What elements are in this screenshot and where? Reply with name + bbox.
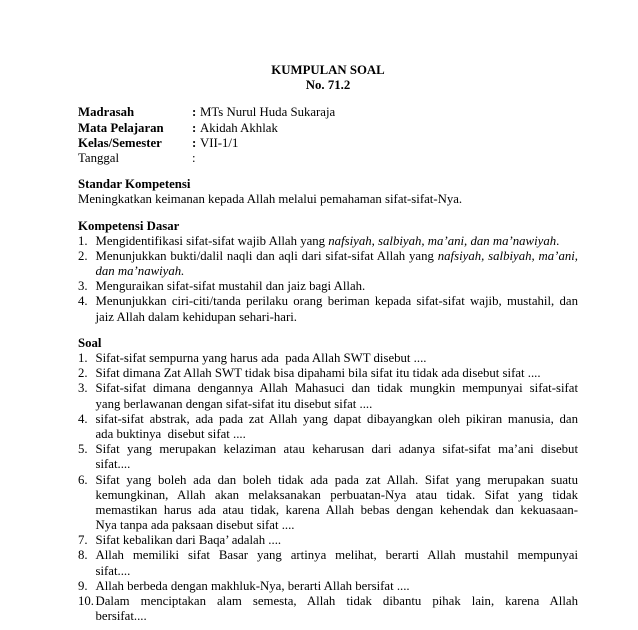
info-value: Akidah Akhlak [200,120,278,135]
item-text [96,473,579,534]
item-text-line: Dalam menciptakan alam semesta, Allah tidak dibantu pihak lain, karena Allah [95,594,578,608]
item-text-line [96,264,579,279]
item-text-line: ada buktinya disebut sifat .... [95,426,246,441]
kompetensi-dasar-item-4 [78,294,578,324]
soal-item-3 [78,381,578,411]
section-heading: Standar Kompetensi [78,177,191,192]
soal-item-4 [78,412,578,442]
soal-item-5 [78,442,578,472]
item-text [96,366,579,381]
item-text [96,533,579,548]
soal-list [78,351,578,624]
standar-kompetensi-section [78,177,578,207]
info-table [78,105,578,166]
info-label: Madrasah [78,105,135,120]
info-row-kelas-semester [78,136,578,151]
item-text-line: kemungkinan, Allah akan melaksanakan perbuatan-Nya atau tidak. Sifat yang tidak [95,487,578,502]
item-text-line: sifat.... [95,563,131,578]
kompetensi-dasar-list [78,234,578,325]
item-text [96,249,579,279]
info-separator: : [192,120,197,135]
soal-item-7 [78,533,578,548]
soal-item-2 [78,366,578,381]
item-text-line: jaiz Allah dalam kehidupan sehari-hari. [95,309,297,324]
soal-item-8 [78,548,578,578]
item-text-line: Sifat yang merupakan kelaziman atau keharusan dari adanya sifat-sifat ma’ani disebut [95,442,578,457]
item-text [96,381,579,411]
kompetensi-dasar-section [78,219,578,325]
item-text [96,351,579,366]
item-text [96,548,579,578]
text-segment: Menunjukkan bukti/dalil naqli dan aqli dari sifat-sifat Allah yang [95,248,438,263]
item-number: 3. [78,279,88,294]
kompetensi-dasar-item-2 [78,249,578,279]
soal-item-10 [78,594,578,624]
item-number: 2. [78,366,88,381]
italic-term: nafsiyah, salbiyah, ma’ani, [437,248,578,263]
item-text [96,234,579,249]
item-text-line: yang berlawanan dengan sifat-sifat itu disebut sifat .... [95,396,373,411]
info-separator: : [192,150,196,165]
item-text-line: Sifat kebalikan dari Baqa’ adalah .... [95,533,282,548]
soal-item-6 [78,473,578,534]
info-value: VII-1/1 [200,135,239,150]
item-number: 1. [78,233,88,248]
soal-section [78,336,578,625]
item-number: 4. [78,294,88,309]
document-content [78,63,578,624]
item-text-line: Allah memiliki sifat Basar yang artinya melihat, berarti Allah mustahil mempunyai [95,548,578,563]
item-text-line: sifat.... [95,457,131,472]
item-text-line: Sifat yang boleh ada dan boleh tidak ada pada zat Allah. Sifat yang merupakan suatu [95,472,578,487]
section-heading: Soal [78,335,102,350]
kompetensi-dasar-item-3 [78,279,578,294]
item-number: 4. [78,411,88,426]
item-text-line: Menguraikan sifat-sifat mustahil dan jaiz bagi Allah. [95,279,366,294]
info-value: MTs Nurul Huda Sukaraja [200,105,336,120]
soal-item-1 [78,351,578,366]
item-text-line: Sifat-sifat sempurna yang harus ada pada Allah SWT disebut .... [95,351,427,365]
italic-term: nafsiyah, salbiyah, ma’ani, dan ma’nawiyah [328,233,557,248]
item-number: 5. [78,442,88,457]
item-number: 8. [78,548,88,563]
text-segment: . [556,233,560,248]
standar-kompetensi-text: Meningkatkan keimanan kepada Allah melalui pemahaman sifat-sifat-Nya. [78,192,463,207]
item-number: 2. [78,248,88,263]
item-text-line: sifat-sifat abstrak, ada pada zat Allah yang dapat dibayangkan oleh pikiran manusia, dan [95,411,578,426]
info-row-mata-pelajaran [78,121,578,136]
item-text [96,442,579,472]
text-segment: Mengidentifikasi sifat-sifat wajib Allah yang [95,233,329,248]
item-text [96,279,579,294]
item-text [96,294,579,324]
item-text [96,412,579,442]
item-text [96,594,579,624]
item-text-line: Menunjukkan ciri-citi/tanda perilaku orang beriman kepada sifat-sifat wajib, mustahil, dan [95,294,578,309]
info-label: Tanggal [78,150,120,165]
item-text-line: Sifat dimana Zat Allah SWT tidak bisa dipahami bila sifat itu tidak ada disebut sifat .... [95,366,541,381]
info-row-tanggal [78,151,578,166]
kompetensi-dasar-item-1 [78,234,578,249]
info-row-madrasah [78,105,578,120]
italic-term: dan ma’nawiyah. [95,264,185,279]
info-label: Kelas/Semester [78,135,162,150]
item-text-line [96,234,579,249]
info-separator: : [192,135,197,150]
info-label: Mata Pelajaran [78,120,164,135]
item-text-line: bersifat.... [95,609,147,624]
item-text-line [96,249,579,264]
item-number: 7. [78,533,88,548]
item-number: 9. [78,578,88,593]
document-title: KUMPULAN SOAL [271,63,385,77]
item-number: 10. [78,594,94,608]
item-number: 3. [78,381,88,396]
document-number: No. 71.2 [305,78,351,93]
item-number: 6. [78,472,88,487]
section-heading: Kompetensi Dasar [78,218,180,233]
item-text-line: Nya tanpa ada paksaan disebut sifat .... [95,518,295,533]
item-text-line: Allah berbeda dengan makhluk-Nya, berarti Allah bersifat .... [95,578,410,593]
soal-item-9 [78,579,578,594]
item-text-line: memastikan harus ada atau tidak, karena Allah bebas dengan kehendak dan kekuasaan- [95,502,578,517]
item-number: 1. [78,351,88,365]
document-header [78,63,578,93]
item-text [96,579,579,594]
info-separator: : [192,105,197,120]
item-text-line: Sifat-sifat dimana dengannya Allah Mahasuci dan tidak mungkin mempunyai sifat-sifat [95,381,578,396]
